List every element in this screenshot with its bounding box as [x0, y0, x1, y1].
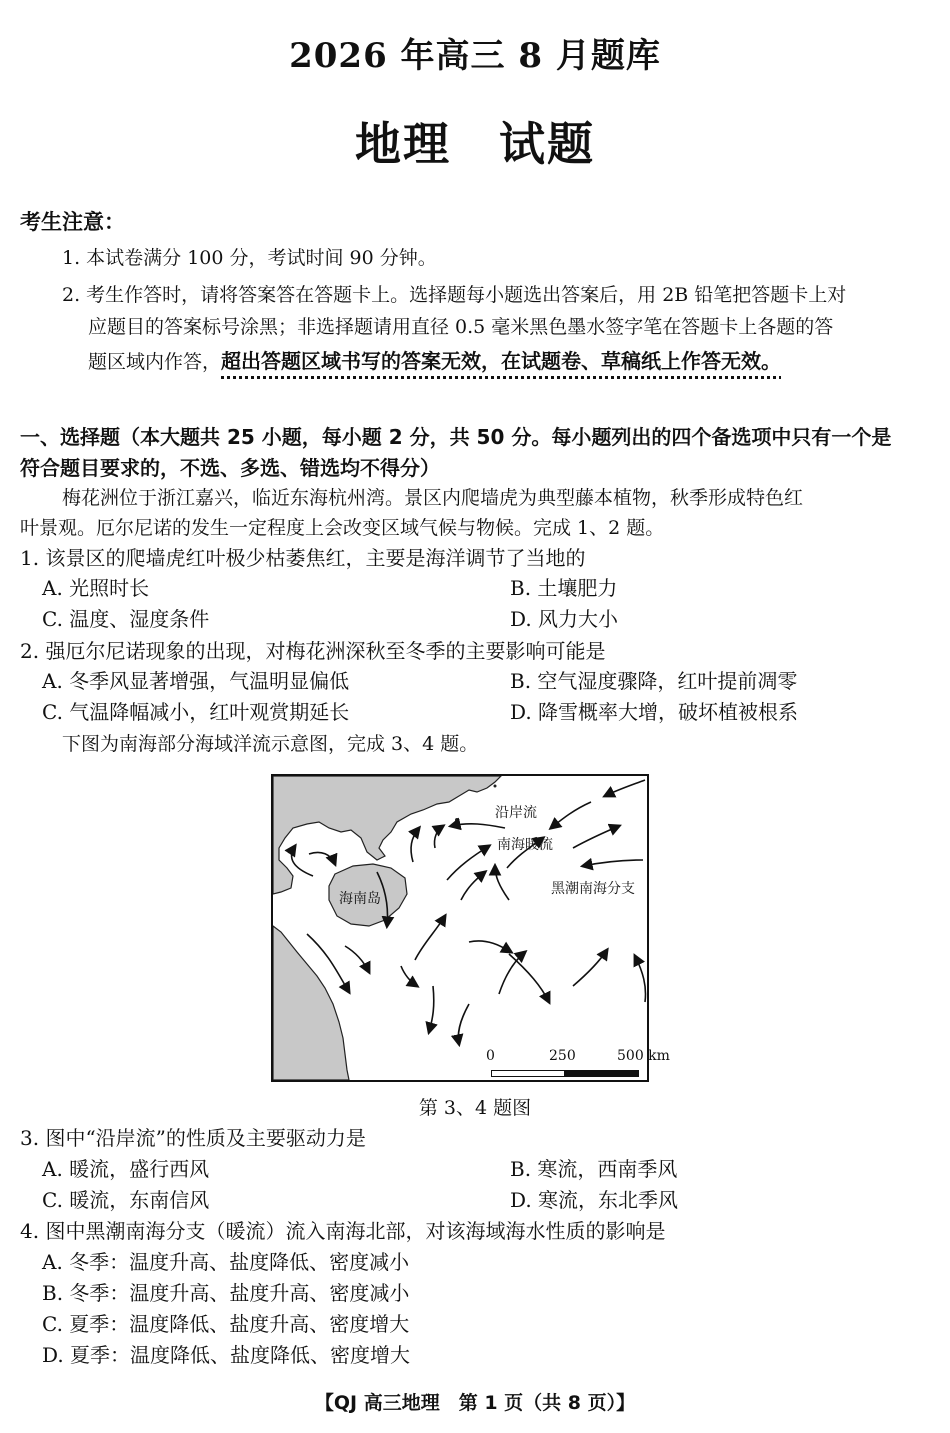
question-4-option-c: C. 夏季：温度降低、盐度升高、密度增大 — [42, 1312, 410, 1336]
map-drawing — [273, 776, 647, 1080]
question-3-option-d: D. 寒流，东北季风 — [510, 1188, 679, 1212]
notice-item-1: 1. 本试卷满分 100 分，考试时间 90 分钟。 — [62, 247, 437, 269]
subject-title: 地理 试题 — [355, 117, 595, 171]
scale-label-500: 500 km — [617, 1048, 670, 1064]
question-4-option-d: D. 夏季：温度降低、盐度降低、密度增大 — [42, 1343, 411, 1367]
indochina-landmass — [273, 926, 349, 1080]
passage-2: 下图为南海部分海域洋流示意图，完成 3、4 题。 — [62, 733, 479, 755]
question-3-option-c: C. 暖流，东南信风 — [42, 1188, 210, 1212]
exam-title: 2026 年高三 8 月题库 — [289, 36, 661, 76]
page-footer: 【QJ 高三地理 第 1 页（共 8 页）】 — [314, 1392, 636, 1414]
notice-item-2-plain: 题区域内作答， — [88, 351, 222, 373]
scale-label-0: 0 — [486, 1048, 495, 1064]
scale-bar-filled — [564, 1071, 638, 1076]
passage-1-line1: 梅花洲位于浙江嘉兴，临近东海杭州湾。景区内爬墙虎为典型藤本植物，秋季形成特色红 — [62, 487, 804, 509]
question-4-option-a: A. 冬季：温度升高、盐度降低、密度减小 — [42, 1250, 410, 1274]
question-2-option-d: D. 降雪概率大增，破坏植被根系 — [510, 700, 799, 724]
scale-label-250: 250 — [549, 1048, 576, 1064]
notice-item-2-emphasis: 超出答题区域书写的答案无效，在试题卷、草稿纸上作答无效。 — [221, 349, 782, 373]
question-2-option-a: A. 冬季风显著增强，气温明显偏低 — [42, 669, 350, 693]
section1-heading-line2: 符合题目要求的，不选、多选、错选均不得分） — [20, 456, 440, 480]
question-3-stem: 3. 图中“沿岸流”的性质及主要驱动力是 — [20, 1126, 366, 1150]
passage-1-line2: 叶景观。厄尔尼诺的发生一定程度上会改变区域气候与物候。完成 1、2 题。 — [20, 517, 665, 539]
label-coastal-current: 沿岸流 — [495, 805, 537, 821]
label-south-china-sea-warm-current: 南海暖流 — [497, 837, 553, 853]
question-1-option-b: B. 土壤肥力 — [510, 576, 618, 600]
question-4-stem: 4. 图中黑潮南海分支（暖流）流入南海北部，对该海域海水性质的影响是 — [20, 1219, 666, 1243]
notice-heading: 考生注意： — [20, 210, 125, 234]
question-1-option-c: C. 温度、湿度条件 — [42, 607, 210, 631]
notice-item-2-line3 — [88, 346, 781, 377]
question-2-option-c: C. 气温降幅减小，红叶观赏期延长 — [42, 700, 350, 724]
question-1-option-d: D. 风力大小 — [510, 607, 619, 631]
question-3-option-a: A. 暖流，盛行西风 — [42, 1157, 210, 1181]
question-2-option-b: B. 空气湿度骤降，红叶提前凋零 — [510, 669, 798, 693]
section1-heading-line1: 一、选择题（本大题共 25 小题，每小题 2 分，共 50 分。每小题列出的四个备选项中只有一个是 — [20, 425, 892, 449]
notice-item-2-line2: 应题目的答案标号涂黑；非选择题请用直径 0.5 毫米黑色墨水签字笔在答题卡上各题的答 — [88, 316, 834, 338]
label-kuroshio-branch: 黑潮南海分支 — [551, 881, 635, 897]
notice-item-2-line1: 2. 考生作答时，请将答案答在答题卡上。选择题每小题选出答案后，用 2B 铅笔把答题卡上对 — [62, 284, 847, 306]
question-4-option-b: B. 冬季：温度升高、盐度升高、密度减小 — [42, 1281, 410, 1305]
label-hainan-island: 海南岛 — [339, 891, 381, 907]
figure-caption: 第 3、4 题图 — [418, 1097, 532, 1119]
scale-bar — [491, 1070, 639, 1077]
question-1-stem: 1. 该景区的爬墙虎红叶极少枯萎焦红，主要是海洋调节了当地的 — [20, 546, 586, 570]
ocean-current-map — [271, 774, 670, 1082]
question-1-option-a: A. 光照时长 — [42, 576, 150, 600]
question-3-option-b: B. 寒流，西南季风 — [510, 1157, 678, 1181]
question-2-stem: 2. 强厄尔尼诺现象的出现，对梅花洲深秋至冬季的主要影响可能是 — [20, 639, 606, 663]
